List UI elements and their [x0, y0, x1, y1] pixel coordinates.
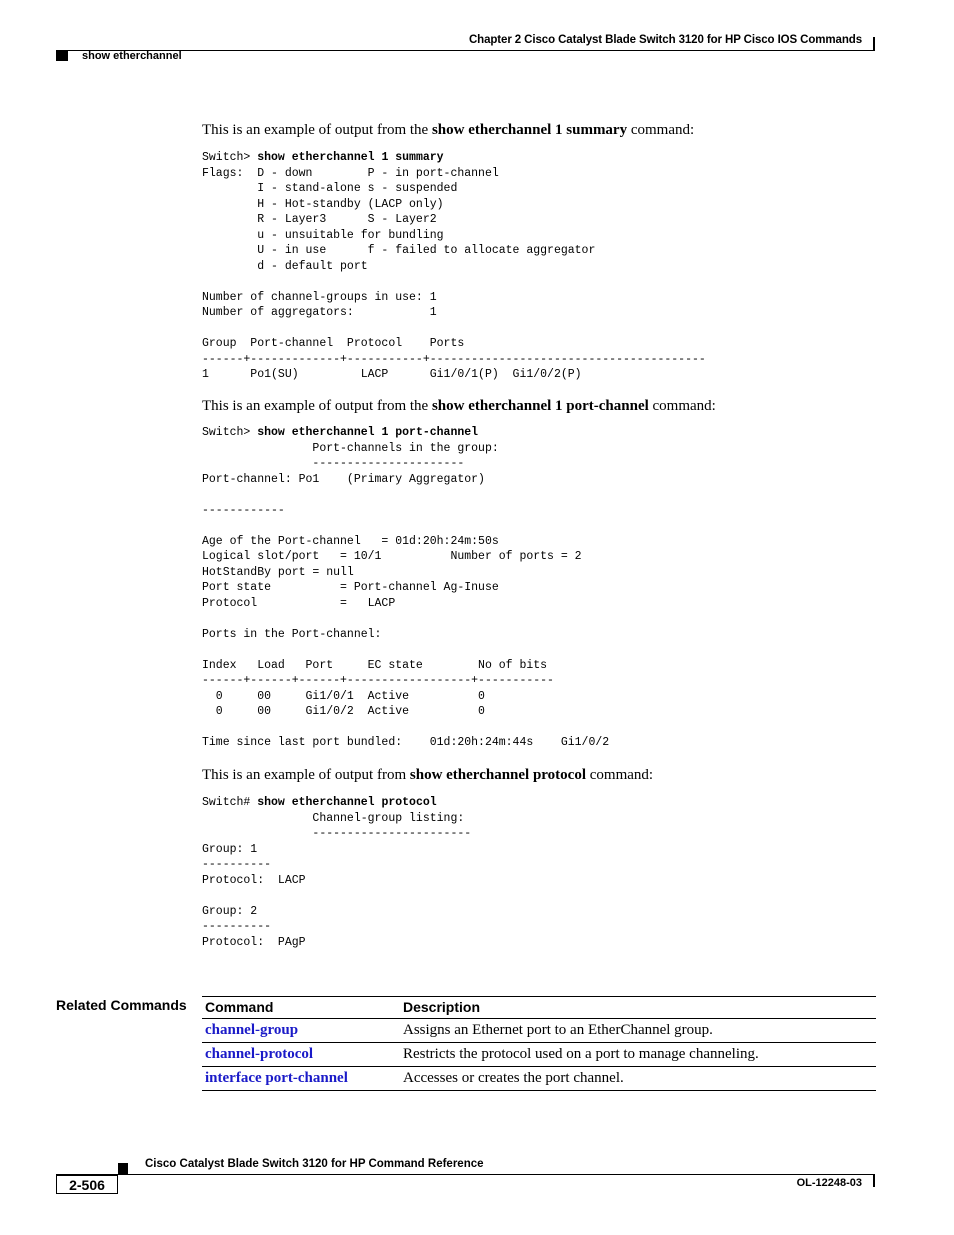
- command-cell: [202, 1019, 400, 1043]
- example-intro-1: [202, 122, 694, 139]
- intro-command: show etherchannel 1 summary: [431, 122, 628, 138]
- cli-command: show etherchannel protocol: [257, 796, 437, 809]
- cli-output: Port-channels in the group: ---------------------- Port-channel: Po1 (Primary Aggregator) ------------ Age of the Port-channel = 01d:20h:24m:50s Logical slot/port = 10/1 Number of ports = 2 HotStandBy port = null Port state = Port-channel Ag-Inuse Protocol = LACP Ports in the Port-channel: Index Load Port EC state No of bits ------+------+------+------------------+----------- 0 00 Gi1/0/1 Active 0 0 00 Gi1/0/2 Active 0 Time since last port bundled: 01d:20h:24m:44s Gi1/0/2: [202, 441, 610, 749]
- intro-text: command:: [586, 767, 654, 783]
- document-number: OL-12248-03: [796, 1177, 862, 1189]
- cli-output: Flags: D - down P - in port-channel I - stand-alone s - suspended H - Hot-standby (LACP only) R - Layer3 S - Layer2 u - unsuitable for bundling U - in use f - failed to allocate aggregator d - default port Number of channel-groups in use: 1 Number of aggregators: 1 Group Port-channel Protocol Ports ------+-------------+-----------+---------------------------------------- 1 Po1(SU) LACP Gi1/0/1(P) Gi1/0/2(P): [202, 166, 706, 381]
- footer-title: Cisco Catalyst Blade Switch 3120 for HP Command Reference: [145, 1158, 484, 1170]
- description-cell: Accesses or creates the port channel.: [400, 1067, 876, 1091]
- description-cell: Assigns an Ethernet port to an EtherChannel group.: [400, 1019, 876, 1043]
- table-row: [202, 1043, 876, 1067]
- intro-text: This is an example of output from the: [202, 122, 432, 138]
- command-link-interface-port-channel[interactable]: interface port-channel: [205, 1069, 348, 1086]
- section-title: show etherchannel: [82, 50, 182, 62]
- header-tick: [873, 37, 875, 50]
- header-marker: [56, 51, 68, 61]
- page-number: 2-506: [56, 1175, 118, 1194]
- table-row: [202, 1067, 876, 1091]
- cli-prompt: Switch>: [202, 426, 258, 439]
- chapter-title: Chapter 2 Cisco Catalyst Blade Switch 3120 for HP Cisco IOS Commands: [468, 34, 862, 46]
- intro-command: show etherchannel 1 port-channel: [431, 398, 649, 414]
- code-example-3: [202, 795, 471, 950]
- intro-text: command:: [648, 398, 716, 414]
- description-cell: Restricts the protocol used on a port to manage channeling.: [400, 1043, 876, 1067]
- related-commands-heading: Related Commands: [56, 997, 187, 1013]
- code-example-1: [202, 150, 706, 383]
- intro-command: show etherchannel protocol: [409, 767, 587, 783]
- command-link-channel-protocol[interactable]: channel-protocol: [205, 1045, 314, 1062]
- cli-output: Channel-group listing: ----------------------- Group: 1 ---------- Protocol: LACP Group: 2 ---------- Protocol: PAgP: [202, 811, 472, 949]
- cli-prompt: Switch>: [202, 151, 258, 164]
- table-header-row: [202, 997, 876, 1019]
- footer-rule: [56, 1174, 875, 1175]
- cli-command: show etherchannel 1 summary: [257, 151, 444, 164]
- intro-text: command:: [627, 122, 695, 138]
- code-example-2: [202, 425, 609, 751]
- table-row: [202, 1019, 876, 1043]
- related-commands-table: [202, 996, 876, 1091]
- cli-prompt: Switch#: [202, 796, 258, 809]
- command-cell: [202, 1067, 400, 1091]
- column-header-description: Description: [400, 997, 876, 1019]
- intro-text: This is an example of output from: [202, 767, 410, 783]
- example-intro-2: [202, 398, 716, 415]
- cli-command: show etherchannel 1 port-channel: [257, 426, 479, 439]
- example-intro-3: [202, 767, 653, 784]
- intro-text: This is an example of output from the: [202, 398, 432, 414]
- footer-tick: [873, 1175, 875, 1187]
- column-header-command: Command: [202, 997, 400, 1019]
- command-link-channel-group[interactable]: channel-group: [205, 1021, 299, 1038]
- command-cell: [202, 1043, 400, 1067]
